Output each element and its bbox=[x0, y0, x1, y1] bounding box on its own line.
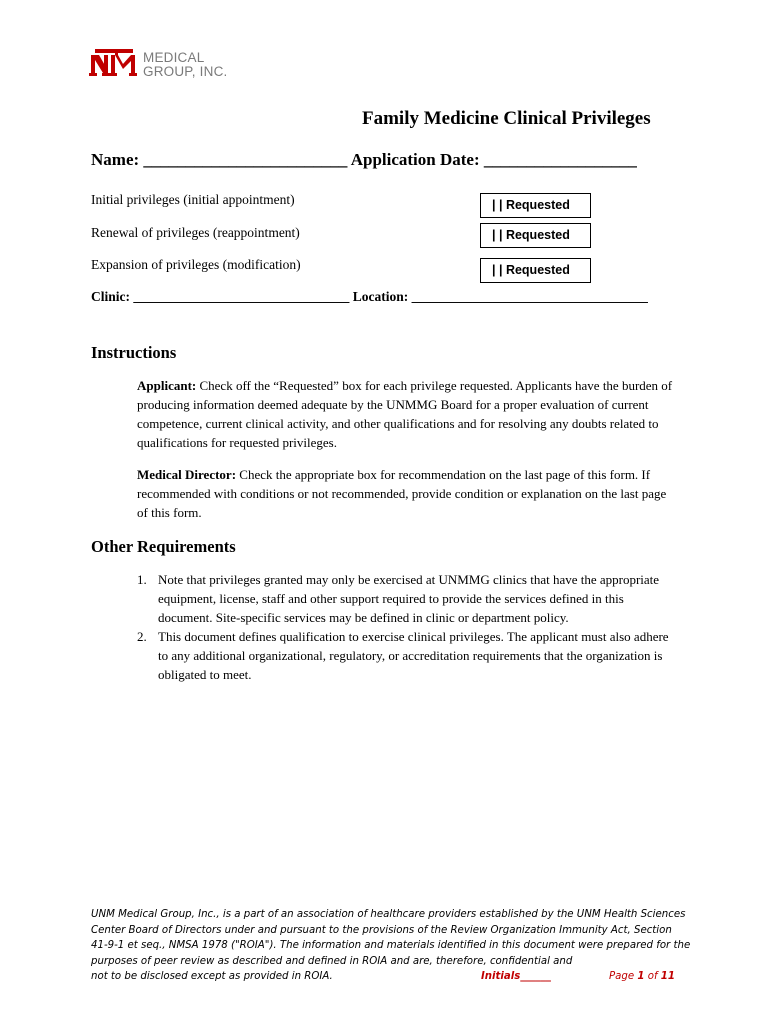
applicant-label: Applicant: bbox=[137, 378, 197, 393]
list-item-number: 1. bbox=[137, 572, 147, 587]
document-title: Family Medicine Clinical Privileges bbox=[362, 108, 651, 129]
location-field[interactable]: ___________________________________ bbox=[411, 289, 648, 304]
logo-text bbox=[143, 51, 227, 79]
privilege-label-initial: Initial privileges (initial appointment) bbox=[91, 192, 295, 207]
privilege-label-renewal: Renewal of privileges (reappointment) bbox=[91, 225, 300, 240]
logo-line-2: GROUP, INC. bbox=[143, 64, 228, 79]
logo-line-1: MEDICAL bbox=[143, 50, 205, 65]
requested-box-renewal[interactable]: | | Requested bbox=[480, 223, 591, 248]
applicant-instructions bbox=[137, 376, 677, 452]
page-current: 1 bbox=[637, 971, 645, 983]
requirements-list bbox=[137, 570, 677, 684]
name-label: Name: bbox=[91, 150, 140, 169]
page-number bbox=[609, 969, 675, 985]
list-item-text: This document defines qualification to exercise clinical privileges. The applicant must also adhere to any additional organizational, regulatory, or accreditation requirements that the organization is obligated to meet. bbox=[158, 629, 669, 682]
applicant-text: Check off the “Requested” box for each privilege requested. Applicants have the burden of producing information deemed adequate by the UNMMG Board for a proper evaluation of current competence, current clinical activity, and other qualifications and for resolving any doubts related to qualifications for requested privileges. bbox=[137, 378, 673, 450]
clinic-field[interactable]: ________________________________ bbox=[133, 289, 350, 304]
name-field[interactable]: ________________________ bbox=[143, 150, 348, 169]
requested-box-initial[interactable]: | | Requested bbox=[480, 193, 591, 218]
medical-director-instructions bbox=[137, 465, 677, 522]
application-date-field[interactable]: __________________ bbox=[483, 150, 637, 169]
clinic-location-line bbox=[91, 289, 648, 305]
name-date-line bbox=[91, 150, 637, 170]
medical-director-label: Medical Director: bbox=[137, 467, 237, 482]
footer-last-text: not to be disclosed except as provided in ROIA. bbox=[91, 971, 333, 983]
list-item bbox=[137, 570, 677, 627]
footer-last-line bbox=[91, 969, 691, 985]
other-requirements-heading: Other Requirements bbox=[91, 537, 236, 556]
medical-director-text: Check the appropriate box for recommendation on the last page of this form. If recommended with conditions or not recommended, provide condition or explanation on the last page of this form. bbox=[137, 467, 667, 520]
initials-field[interactable]: Initials______ bbox=[481, 971, 551, 983]
page-of: of bbox=[647, 971, 658, 983]
privilege-label-expansion: Expansion of privileges (modification) bbox=[91, 257, 301, 272]
page-total: 11 bbox=[660, 971, 675, 983]
application-date-label: Application Date: bbox=[350, 150, 480, 169]
footer-text: UNM Medical Group, Inc., is a part of an association of healthcare providers established by the UNM Health Sciences Center Board of Directors under and pursuant to the provisions of the Review Organization Immunity Act, Section 41-9-1 et seq., NMSA 1978 ("ROIA"). The information and materials identified in this document were prepared for the purposes of peer review as described and defined in ROIA and are, therefore, confidential and bbox=[91, 909, 691, 967]
unm-logo-mark-icon bbox=[89, 49, 139, 79]
clinic-label: Clinic: bbox=[91, 289, 130, 304]
list-item-text: Note that privileges granted may only be exercised at UNMMG clinics that have the appropriate equipment, license, staff and other support required to provide the services defined in this document. Site-specific services may be defined in clinic or department policy. bbox=[158, 572, 660, 625]
unm-logo bbox=[89, 49, 239, 83]
location-label: Location: bbox=[352, 289, 409, 304]
list-item-number: 2. bbox=[137, 629, 147, 644]
confidentiality-footer bbox=[91, 907, 691, 985]
page-word: Page bbox=[609, 971, 635, 983]
instructions-heading: Instructions bbox=[91, 343, 177, 362]
list-item bbox=[137, 627, 677, 684]
requested-box-expansion[interactable]: | | Requested bbox=[480, 258, 591, 283]
